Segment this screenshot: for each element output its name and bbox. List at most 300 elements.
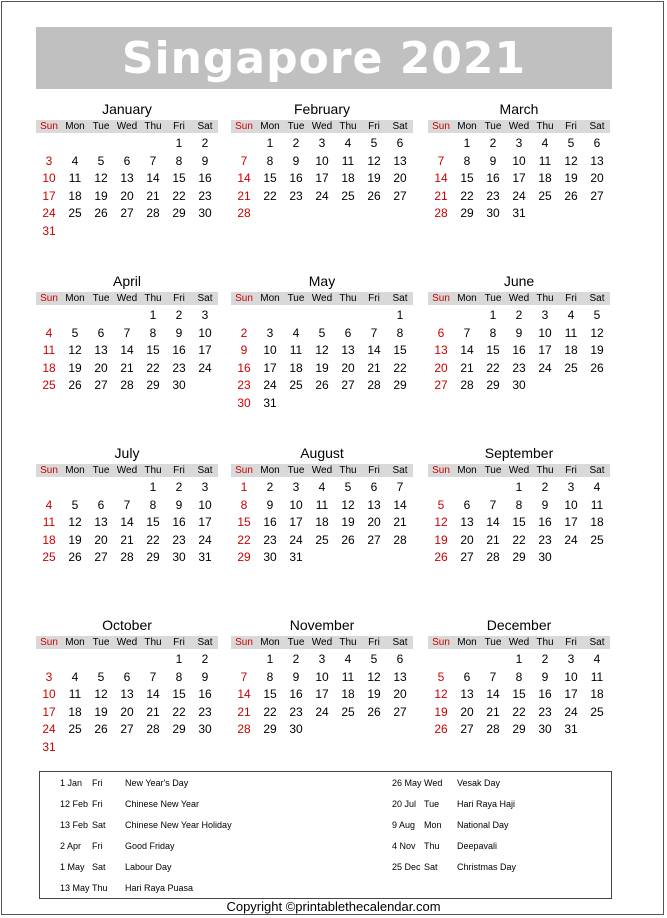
day-cell: 7 [396,480,404,494]
day-cell: 28 [367,378,381,392]
day-cell: 10 [564,497,578,512]
month-january [36,98,218,240]
holiday-date: 9 Aug [392,820,416,830]
weekday-label: Sun [235,121,253,132]
month-days [36,135,218,240]
holiday-name: New Year's Day [125,778,189,788]
weekday-label: Sat [589,465,605,476]
day-cell: 14 [237,687,251,701]
day-cell: 19 [434,704,448,719]
day-cell: 24 [198,532,212,547]
day-cell: 11 [42,343,56,357]
holiday-date: 1 Jan [60,778,83,788]
empty-cell [231,307,257,325]
day-cell: 8 [515,669,523,684]
day-cell: 28 [146,206,160,220]
day-cell: 10 [315,153,329,168]
day-cell: 17 [263,360,277,375]
day-cell: 25 [341,704,355,719]
day-cell: 25 [42,550,56,564]
day-cell: 6 [123,669,131,684]
day-cell: 22 [172,188,186,203]
weekday-label: Tue [92,121,110,132]
day-cell: 12 [68,343,82,357]
day-cell: 29 [237,550,251,564]
day-cell: 15 [512,515,526,529]
weekday-label: Tue [287,637,305,648]
day-cell: 4 [344,136,352,150]
day-cell: 15 [393,343,407,357]
month-april [36,270,218,395]
day-cell: 7 [240,669,248,684]
day-cell: 13 [94,343,108,357]
day-cell: 8 [175,669,183,684]
day-cell: 14 [120,343,134,357]
day-cell: 29 [512,550,526,564]
day-cell: 25 [315,532,329,547]
day-cell: 8 [175,153,183,168]
day-cell: 1 [489,308,497,322]
weekday-label: Mon [65,637,85,648]
day-cell: 5 [437,669,445,684]
day-cell: 16 [198,171,212,185]
holiday-name: Labour Day [125,862,172,872]
weekday-label: Thu [536,637,554,648]
weekday-label: Wed [116,465,138,476]
weekday-label: Tue [287,465,305,476]
day-cell: 6 [97,497,105,512]
empty-cell [114,479,140,497]
empty-cell [88,307,114,325]
day-cell: 22 [172,704,186,719]
weekday-header [231,292,413,305]
day-cell: 17 [512,171,526,185]
month-name: May [308,273,336,289]
month-february [231,98,413,223]
day-cell: 24 [198,360,212,375]
day-cell: 9 [266,497,274,512]
day-cell: 27 [94,378,108,392]
day-cell: 10 [289,497,303,512]
holiday-day: Mon [424,820,442,830]
day-cell: 25 [68,206,82,220]
day-cell: 10 [564,669,578,684]
day-cell: 20 [393,171,407,185]
day-cell: 31 [564,722,578,736]
day-cell: 28 [486,550,500,564]
weekday-label: Tue [484,293,502,304]
day-cell: 28 [237,206,251,220]
day-cell: 6 [370,480,378,494]
day-cell: 20 [434,360,448,375]
day-cell: 3 [541,308,549,322]
day-cell: 8 [266,669,274,684]
day-cell: 6 [593,136,601,150]
day-cell: 15 [486,343,500,357]
day-cell: 10 [42,687,56,701]
day-cell: 5 [318,325,326,340]
day-cell: 27 [341,378,355,392]
day-cell: 13 [590,153,604,168]
day-cell: 16 [198,687,212,701]
day-cell: 1 [149,308,157,322]
day-cell: 19 [68,532,82,547]
day-cell: 11 [590,497,604,512]
holiday-row [392,776,652,797]
day-cell: 20 [120,704,134,719]
day-cell: 7 [123,325,131,340]
day-cell: 27 [120,722,134,736]
day-cell: 19 [590,343,604,357]
day-cell: 24 [538,360,552,375]
holiday-name: Deepavali [457,841,498,851]
day-cell: 21 [146,704,160,719]
day-cell: 19 [68,360,82,375]
day-cell: 14 [146,687,160,701]
weekday-label: Fri [565,637,577,648]
holiday-day: Fri [92,841,103,851]
day-cell: 21 [460,360,474,375]
day-cell: 20 [460,704,474,719]
day-cell: 2 [266,480,274,494]
day-cell: 13 [341,343,355,357]
day-cell: 17 [289,515,303,529]
day-cell: 1 [463,136,471,150]
holiday-date: 4 Nov [392,841,416,851]
day-cell: 12 [564,153,578,168]
weekday-label: Wed [116,637,138,648]
day-cell: 16 [512,343,526,357]
day-cell: 27 [590,188,604,203]
day-cell: 27 [460,722,474,736]
month-days [428,479,610,567]
month-name: December [486,617,552,633]
day-cell: 4 [318,480,326,494]
weekday-label: Tue [484,465,502,476]
day-cell: 1 [149,480,157,494]
day-cell: 22 [237,532,251,547]
empty-cell [36,479,62,497]
day-cell: 9 [201,669,209,684]
day-cell: 31 [42,223,56,238]
day-cell: 27 [94,550,108,564]
day-cell: 28 [460,378,474,392]
day-cell: 21 [146,188,160,203]
day-cell: 19 [315,360,329,375]
weekday-header [231,120,413,133]
day-cell: 7 [149,153,157,168]
day-cell: 21 [393,515,407,529]
day-cell: 15 [237,515,251,529]
day-cell: 12 [434,687,448,701]
day-cell: 27 [393,188,407,203]
weekday-label: Wed [508,121,530,132]
day-cell: 15 [263,171,277,185]
weekday-header [428,292,610,305]
day-cell: 21 [367,360,381,375]
day-cell: 28 [120,378,134,392]
weekday-label: Wed [116,293,138,304]
day-cell: 4 [45,497,53,512]
day-cell: 30 [237,395,251,410]
day-cell: 16 [289,171,303,185]
weekday-label: Sat [392,637,408,648]
day-cell: 9 [175,325,183,340]
day-cell: 11 [341,669,355,684]
day-cell: 21 [120,532,134,547]
month-name: October [102,617,152,633]
day-cell: 29 [393,378,407,392]
weekday-label: Sat [589,293,605,304]
day-cell: 14 [120,515,134,529]
day-cell: 4 [344,652,352,666]
day-cell: 5 [370,652,378,666]
day-cell: 12 [590,325,604,340]
day-cell: 20 [460,532,474,547]
holiday-date: 12 Feb [60,799,89,809]
weekday-label: Mon [65,465,85,476]
day-cell: 17 [538,343,552,357]
weekday-label: Thu [339,293,357,304]
day-cell: 16 [538,687,552,701]
holiday-date: 2 Apr [60,841,82,851]
weekday-label: Wed [116,121,138,132]
month-name: June [503,273,535,289]
day-cell: 27 [367,532,381,547]
day-cell: 23 [538,532,552,547]
day-cell: 17 [315,687,329,701]
weekday-label: Mon [457,121,477,132]
day-cell: 26 [367,704,381,719]
day-cell: 14 [237,171,251,185]
day-cell: 25 [538,188,552,203]
day-cell: 18 [42,360,56,375]
holiday-row [60,839,320,860]
holiday-day: Sat [92,820,106,830]
day-cell: 7 [370,325,378,340]
day-cell: 3 [318,136,326,150]
weekday-label: Sun [235,293,253,304]
day-cell: 18 [590,515,604,529]
day-cell: 23 [198,704,212,719]
month-name: August [300,445,344,461]
weekday-label: Fri [565,121,577,132]
day-cell: 26 [564,188,578,203]
day-cell: 2 [292,136,300,150]
weekday-label: Mon [260,293,280,304]
holiday-day: Fri [92,799,103,809]
empty-cell [62,651,88,669]
weekday-label: Tue [287,121,305,132]
weekday-label: Thu [339,637,357,648]
day-cell: 22 [263,188,277,203]
day-cell: 18 [68,188,82,203]
day-cell: 13 [120,687,134,701]
day-cell: 17 [564,687,578,701]
month-may [231,270,413,412]
day-cell: 30 [512,378,526,392]
day-cell: 21 [237,704,251,719]
day-cell: 21 [434,188,448,203]
holiday-date: 25 Dec [392,862,421,872]
holiday-date: 26 May [392,778,422,788]
weekday-label: Sun [235,637,253,648]
month-september [428,442,610,567]
month-days [428,651,610,739]
day-cell: 10 [42,171,56,185]
empty-cell [140,651,166,669]
holiday-row [392,860,652,881]
empty-cell [454,307,480,325]
day-cell: 8 [149,497,157,512]
empty-cell [428,651,454,669]
day-cell: 19 [367,687,381,701]
day-cell: 18 [341,171,355,185]
day-cell: 14 [486,687,500,701]
day-cell: 30 [538,550,552,564]
day-cell: 12 [315,343,329,357]
empty-cell [88,479,114,497]
weekday-label: Sun [40,121,58,132]
day-cell: 17 [315,171,329,185]
day-cell: 5 [593,308,601,322]
day-cell: 2 [201,136,209,150]
day-cell: 17 [198,343,212,357]
day-cell: 20 [590,171,604,185]
weekday-label: Sun [432,121,450,132]
day-cell: 28 [120,550,134,564]
day-cell: 11 [68,687,82,701]
day-cell: 21 [486,704,500,719]
month-days [428,135,610,223]
weekday-label: Sat [392,121,408,132]
day-cell: 19 [367,171,381,185]
day-cell: 1 [515,652,523,666]
holiday-row [60,797,320,818]
day-cell: 22 [486,360,500,375]
day-cell: 12 [341,497,355,512]
day-cell: 8 [149,325,157,340]
month-name: July [114,445,140,461]
weekday-label: Thu [339,121,357,132]
day-cell: 27 [393,704,407,719]
day-cell: 18 [564,343,578,357]
weekday-label: Thu [536,465,554,476]
holiday-name: Chinese New Year [125,799,200,809]
day-cell: 11 [68,171,82,185]
weekday-label: Tue [92,465,110,476]
weekday-label: Mon [457,293,477,304]
weekday-label: Fri [173,465,185,476]
weekday-label: Wed [311,293,333,304]
day-cell: 23 [486,188,500,203]
day-cell: 4 [593,480,601,494]
day-cell: 2 [541,652,549,666]
empty-cell [454,651,480,669]
day-cell: 7 [489,497,497,512]
day-cell: 17 [564,515,578,529]
day-cell: 23 [198,188,212,203]
weekday-label: Mon [457,465,477,476]
weekday-label: Mon [457,637,477,648]
day-cell: 3 [515,136,523,150]
copyright-text: Copyright ©printablethecalendar.com [226,899,441,914]
day-cell: 20 [94,360,108,375]
day-cell: 13 [460,515,474,529]
holiday-name: Good Friday [125,841,175,851]
day-cell: 26 [590,360,604,375]
day-cell: 23 [237,378,251,392]
weekday-label: Sun [235,465,253,476]
day-cell: 14 [434,171,448,185]
day-cell: 31 [198,550,212,564]
empty-cell [231,135,257,153]
day-cell: 7 [437,153,445,168]
day-cell: 26 [94,206,108,220]
weekday-label: Tue [484,121,502,132]
day-cell: 24 [315,188,329,203]
weekday-header [231,636,413,649]
weekday-header [428,636,610,649]
empty-cell [140,135,166,153]
day-cell: 22 [146,360,160,375]
weekday-label: Sun [432,637,450,648]
day-cell: 13 [434,343,448,357]
weekday-label: Sun [432,293,450,304]
day-cell: 30 [172,378,186,392]
day-cell: 16 [263,515,277,529]
day-cell: 29 [146,550,160,564]
day-cell: 16 [172,515,186,529]
weekday-header [36,120,218,133]
holiday-name: Vesak Day [457,778,501,788]
day-cell: 18 [341,687,355,701]
day-cell: 14 [367,343,381,357]
day-cell: 20 [393,687,407,701]
month-name: March [499,101,539,117]
day-cell: 25 [341,188,355,203]
holiday-row [392,839,652,860]
day-cell: 16 [172,343,186,357]
day-cell: 22 [512,532,526,547]
day-cell: 22 [460,188,474,203]
day-cell: 22 [512,704,526,719]
day-cell: 5 [97,669,105,684]
weekday-label: Sat [197,637,213,648]
day-cell: 9 [240,343,248,357]
day-cell: 30 [289,722,303,736]
weekday-label: Wed [311,121,333,132]
day-cell: 12 [68,515,82,529]
day-cell: 6 [437,325,445,340]
weekday-label: Fri [565,293,577,304]
holiday-row [60,818,320,839]
holiday-date: 20 Jul [392,799,417,809]
day-cell: 3 [567,652,575,666]
day-cell: 15 [263,687,277,701]
day-cell: 24 [315,704,329,719]
day-cell: 15 [460,171,474,185]
empty-cell [114,651,140,669]
day-cell: 8 [266,153,274,168]
weekday-label: Wed [508,465,530,476]
day-cell: 17 [42,704,56,719]
day-cell: 11 [289,343,303,357]
day-cell: 3 [45,669,53,684]
empty-cell [428,135,454,153]
weekday-label: Thu [144,465,162,476]
day-cell: 20 [120,188,134,203]
